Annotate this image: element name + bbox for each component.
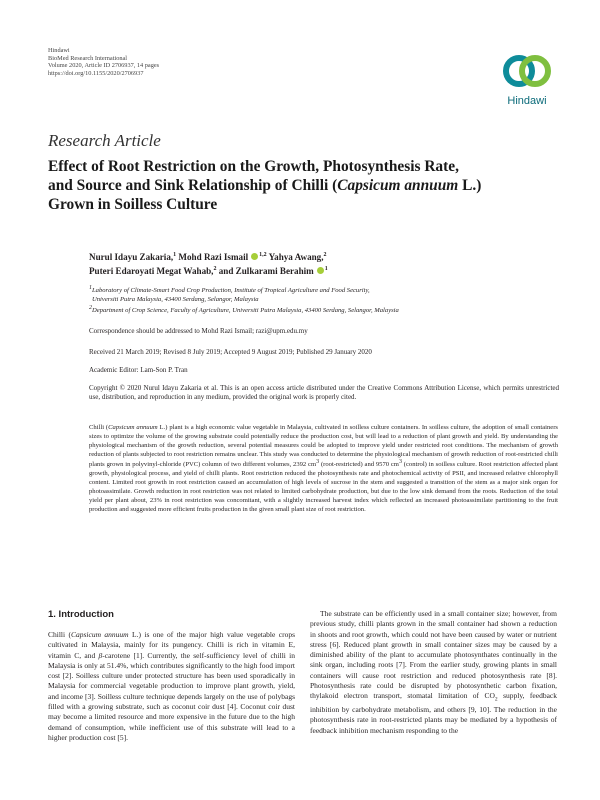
orcid-icon[interactable] <box>317 267 324 274</box>
volume-info: Volume 2020, Article ID 2706937, 14 pages <box>48 62 160 70</box>
publisher-name: Hindawi <box>48 47 70 54</box>
abstract: Chilli (Capsicum annuum L.) plant is a high economic value vegetable in Malaysia, cultivated in soilless culture containers. In soilless culture, the adoption of small containers sizes to optimize the volume of the growing substrate could potentially reduce the production cost, but will lead to a reduction of plant growth and yield. By understanding the physiological mechanism of the growth reduction, several potential measures could be adopted to improve yield under restricted root conditions. The mechanism of growth reduction of plants subjected to root restriction remains unclear. This study was conducted to determine the physiological mechanism of growth reduction of root-restricted chilli plants grown in polyvinyl-chloride (PVC) column of two different volumes, 2392 $cm^3$ (root-restricted) and 9570 $cm^3$ (control) in soilless culture. Root restriction affected plant growth, physiological process, and yield of chilli plants. Root restriction reduced the photosynthesis rate and photochemical activity of PSII, and increased relative chlorophyll content. Limited root growth in root restriction caused an accumulation of high levels of sucrose in the stem and suggested a transition of the stem as a major sink organ for photoassimilate. Growth reduction in root restriction was not related to limited carbohydrate production, but due to the low sink demand from the roots. Reduction of the total yield per plant about, 23% in root restriction was concomitant, with a slightly increased harvest index which reflected an increased photoassimilate partitioning to the fruit production and suggested more efficient fruits production in the given small plant size of root restriction. <box>89 424 558 514</box>
hindawi-logo-icon <box>498 46 556 92</box>
doi-link[interactable]: https://doi.org/10.1155/2020/2706937 <box>48 69 144 77</box>
logo-wordmark: Hindawi <box>507 95 547 107</box>
affiliation-1: $^1$Laboratory of Climate-Smart Food Crop Production, Institute of Tropical Agriculture and Food Security, Universiti Putra Malaysia, 43400 Serdang, Selangor, Malaysia <box>89 284 370 303</box>
author-name[interactable]: Nurul Idayu Zakaria, <box>89 252 174 262</box>
body-column-right: The substrate can be efficiently used in a small container size; however, from previous study, chilli plants grown in the small container had shown a reduction in shoots and root growth, which could not have been caused by water or nutrient stress [6]. Reduced plant growth in small container sizes may be caused by a diminished ability of the plant to accumulate photosynthates continually in the sink organ, including roots [7]. From the earlier study, growing plants in small containers will cause root restriction and reduced photosynthesis rate [8]. Photosynthesis rate could be disrupted by photosynthetic carbon fixation, thylakoid electron transport, stomatal limitation of $CO_2$ supply, feedback inhibition by carbohydrate metabolism, and others [9, 10]. The reduction in the photosynthesis rate in root-restricted plants may be mediated by a hypothesis of feedback inhibition mechanism responding to the <box>310 609 557 735</box>
hindawi-logo <box>498 46 556 110</box>
article-type: Research Article <box>48 131 161 150</box>
author-name[interactable]: Puteri Edaroyati Megat Wahab, <box>89 266 214 276</box>
title-line-1: Effect of Root Restriction on the Growth, Photosynthesis Rate, <box>48 158 459 175</box>
copyright-notice: Copyright © 2020 Nurul Idayu Zakaria et al. This is an open access article distributed under the Creative Commons Attribution License, which permits unrestricted use, distribution, and reproduction in any medium, provided the original work is properly cited. <box>89 384 559 402</box>
section-heading-introduction: 1. Introduction <box>48 609 114 620</box>
article-title <box>48 157 558 214</box>
author-name[interactable]: Yahya Awang, <box>268 252 324 262</box>
orcid-icon[interactable] <box>251 253 258 260</box>
title-line-3: Grown in Soilless Culture <box>48 196 218 213</box>
academic-editor: Academic Editor: Lam-Son P. Tran <box>89 366 188 374</box>
title-line-2: and Source and Sink Relationship of Chilli (Capsicum annuum L.) <box>48 177 482 194</box>
author-name[interactable]: and Zulkarami Berahim <box>218 266 314 276</box>
author-name[interactable]: Mohd Razi Ismail <box>178 252 249 262</box>
journal-name: BioMed Research International <box>48 54 128 62</box>
affiliation-2: $^2$Department of Crop Science, Faculty of Agriculture, Universiti Putra Malaysia, 43400 Serdang, Selangor, Malaysia <box>89 304 399 314</box>
body-column-left: Chilli (Capsicum annuum L.) is one of the major high value vegetable crops cultivated in Malaysia, mainly for its pungency. Chilli is rich in vitamin E, vitamin C, and β-carotene [1]. Currently, the self-sufficiency level of chilli in Malaysia is only at 51.4%, which contributes significantly to the high food import cost [2]. Soilless culture under protected structure has been used sporadically in Malaysia for commercial vegetable production to improve plant growth, yield, and income [3]. Soilless culture technique depends largely on the use of polybags filled with a growing substrate, such as coconut coir dust [4]. Coconut coir dust may become a limited resource and more expensive in the future due to the high demand of consumption, while inefficient use of this substrate will lead to a higher production cost [5]. <box>48 630 296 742</box>
correspondence: Correspondence should be addressed to Mohd Razi Ismail; razi@upm.edu.my <box>89 327 308 335</box>
author-list: Nurul Idayu Zakaria,$^1$ Mohd Razi Ismail $^{1,2}$ Yahya Awang,$^2$ Puteri Edaroyati Megat Wahab,$^2$ and Zulkarami Berahim $^1$ <box>89 251 328 276</box>
journal-metadata <box>48 47 159 77</box>
publication-dates: Received 21 March 2019; Revised 8 July 2019; Accepted 9 August 2019; Published 29 January 2020 <box>89 348 372 356</box>
